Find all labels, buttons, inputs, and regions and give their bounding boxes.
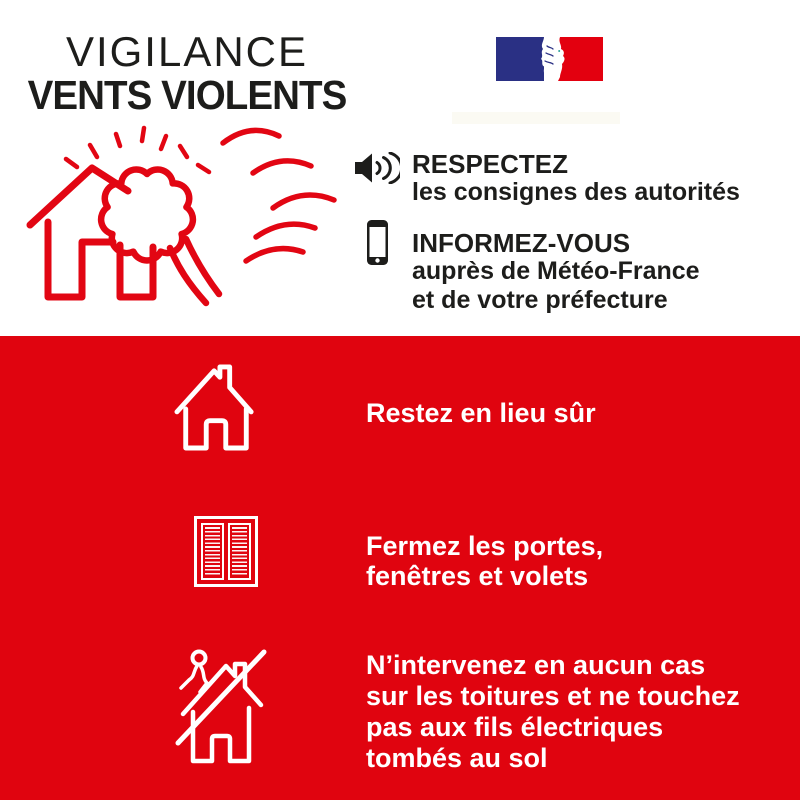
french-government-logo xyxy=(496,37,603,81)
advisory-title: RESPECTEZ xyxy=(412,149,569,179)
title-line-2: VENTS VIOLENTS xyxy=(27,72,347,118)
advisory-line: auprès de Météo-France xyxy=(412,257,700,285)
instruction-line: Fermez les portes, xyxy=(366,531,604,561)
advisory-line: et de votre préfecture xyxy=(412,286,668,314)
shutter-panel xyxy=(228,523,251,580)
advisory-line: les consignes des autorités xyxy=(412,178,740,206)
instruction-line: N’intervenez en aucun cas xyxy=(366,650,706,680)
advisory-respect xyxy=(412,150,740,207)
instruction-line: tombés au sol xyxy=(366,743,548,773)
house-icon xyxy=(174,359,258,453)
title-line-1: VIGILANCE xyxy=(65,28,309,75)
instruction-line: Restez en lieu sûr xyxy=(366,398,596,428)
instruction-text xyxy=(366,650,740,774)
advisory-inform xyxy=(412,229,700,315)
instruction-text xyxy=(366,398,596,428)
wind-house-tree-icon xyxy=(10,115,350,325)
advisory-title: INFORMEZ-VOUS xyxy=(412,228,631,258)
marianne-icon xyxy=(496,37,603,81)
red-instructions-section xyxy=(0,336,800,800)
logo-caption-faded xyxy=(452,112,620,124)
instruction-line: pas aux fils électriques xyxy=(366,712,664,742)
smartphone-icon xyxy=(366,219,389,266)
shutter-panel xyxy=(201,523,224,580)
window-shutters-icon xyxy=(194,516,258,587)
speaker-icon xyxy=(354,152,400,184)
instruction-line: fenêtres et volets xyxy=(366,561,589,591)
page-title xyxy=(4,30,370,116)
storm-illustration xyxy=(10,115,350,325)
no-roof-intervention-icon xyxy=(171,642,273,771)
instruction-text xyxy=(366,531,603,591)
instruction-line: sur les toitures et ne touchez xyxy=(366,681,740,711)
